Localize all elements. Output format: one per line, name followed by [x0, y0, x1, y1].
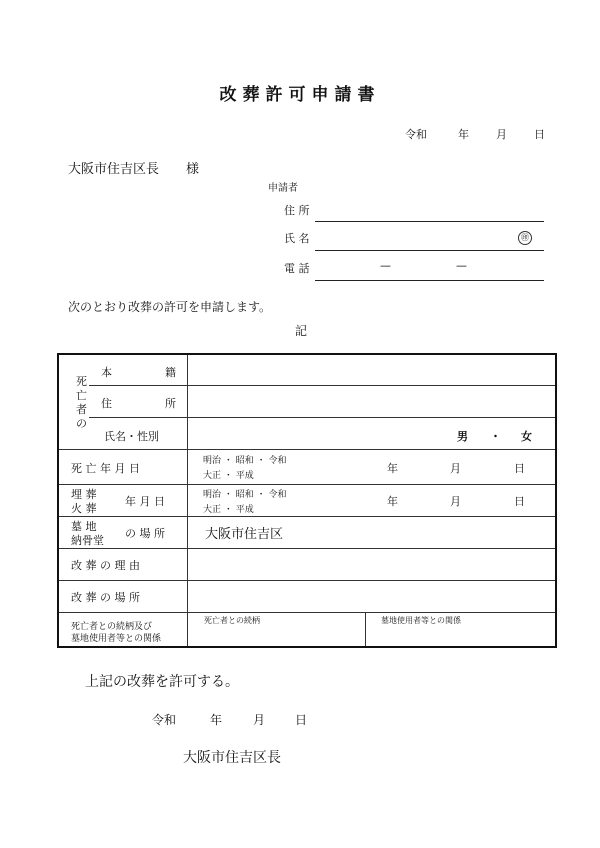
- burial-era-line2[interactable]: 大正 ・ 平成: [203, 505, 254, 515]
- death-date-label: 死 亡 年 月 日: [71, 462, 140, 475]
- relation-to-deceased-label: 死亡者との続柄: [204, 616, 260, 625]
- relation-divider: [365, 612, 366, 646]
- applicant-name-field[interactable]: [315, 250, 544, 251]
- label-divider: [187, 355, 188, 646]
- header-date-month: 月: [496, 128, 507, 141]
- place-suffix: の 場 所: [125, 527, 165, 540]
- death-day: 日: [514, 462, 525, 475]
- row-line-8: [59, 612, 555, 613]
- sex-female[interactable]: 女: [521, 430, 532, 443]
- death-year: 年: [387, 462, 398, 475]
- burial-year: 年: [387, 495, 398, 508]
- row-line-7: [59, 580, 555, 581]
- deceased-address-label-a: 住: [101, 397, 112, 410]
- honorific: 様: [186, 162, 200, 177]
- applicant-address-field[interactable]: [315, 221, 544, 222]
- applicant-address-label: 住 所: [284, 204, 310, 217]
- applicant-phone-field[interactable]: [315, 280, 544, 281]
- place-label-1: 墓 地: [71, 520, 97, 533]
- death-era-line1[interactable]: 明治 ・ 昭和 ・ 令和: [203, 456, 287, 466]
- approval-text: 上記の改葬を許可する。: [85, 674, 239, 690]
- bottom-date-era: 令和: [152, 713, 177, 727]
- phone-separator-1: —: [380, 259, 391, 272]
- sex-male[interactable]: 男: [457, 430, 468, 443]
- row-line-5: [59, 516, 555, 517]
- header-date-era: 令和: [405, 128, 427, 141]
- deceased-char-2: 亡: [76, 389, 87, 402]
- row-line-3: [59, 449, 555, 450]
- relation-label-2: 墓地使用者等との関係: [71, 634, 162, 644]
- burial-era-line1[interactable]: 明治 ・ 昭和 ・ 令和: [203, 490, 287, 500]
- bottom-date-year: 年: [210, 713, 223, 727]
- new-place-label: 改 葬 の 場 所: [71, 591, 140, 604]
- relation-to-grave-user-label: 墓地使用者等との関係: [381, 616, 461, 625]
- sex-dot: ・: [490, 430, 501, 443]
- header-date-day: 日: [534, 128, 545, 141]
- burial-month: 月: [450, 495, 461, 508]
- deceased-address-label-b: 所: [165, 397, 176, 410]
- bottom-date-month: 月: [253, 713, 266, 727]
- intro-text: 次のとおり改葬の許可を申請します。: [68, 300, 272, 314]
- seal-icon: ㊞: [518, 231, 532, 245]
- death-month: 月: [450, 462, 461, 475]
- phone-separator-2: —: [456, 259, 467, 272]
- bottom-date-day: 日: [295, 713, 308, 727]
- honseki-label-a: 本: [101, 366, 112, 379]
- row-line-2: [89, 417, 555, 418]
- row-line-1: [89, 385, 555, 386]
- ki-heading: 記: [295, 324, 308, 338]
- row-line-4: [59, 484, 555, 485]
- deceased-char-3: 者: [76, 403, 87, 416]
- reason-label: 改 葬 の 理 由: [71, 559, 140, 572]
- honseki-label-b: 籍: [165, 366, 176, 379]
- burial-date-suffix: 年 月 日: [125, 495, 165, 508]
- place-value[interactable]: 大阪市住吉区: [205, 527, 284, 542]
- relation-label-1: 死亡者との続柄及び: [71, 622, 153, 632]
- death-era-line2[interactable]: 大正 ・ 平成: [203, 471, 254, 481]
- addressee: 大阪市住吉区長: [68, 162, 160, 177]
- deceased-char-1: 死: [76, 375, 87, 388]
- burial-day: 日: [514, 495, 525, 508]
- applicant-name-label: 氏 名: [284, 232, 310, 245]
- applicant-phone-label: 電 話: [284, 262, 310, 275]
- name-sex-label: 氏名・性別: [104, 430, 159, 443]
- burial-label-2: 火 葬: [71, 502, 97, 515]
- application-table: [57, 353, 557, 648]
- deceased-group-label: [76, 375, 87, 431]
- document-title: 改葬許可申請書: [219, 85, 381, 105]
- header-date-year: 年: [458, 128, 469, 141]
- mayor-signature: 大阪市住吉区長: [183, 750, 281, 766]
- row-line-6: [59, 548, 555, 549]
- deceased-char-4: の: [76, 417, 87, 430]
- burial-label-1: 埋 葬: [71, 488, 97, 501]
- place-label-2: 納骨堂: [71, 534, 104, 547]
- applicant-label: 申請者: [268, 183, 298, 194]
